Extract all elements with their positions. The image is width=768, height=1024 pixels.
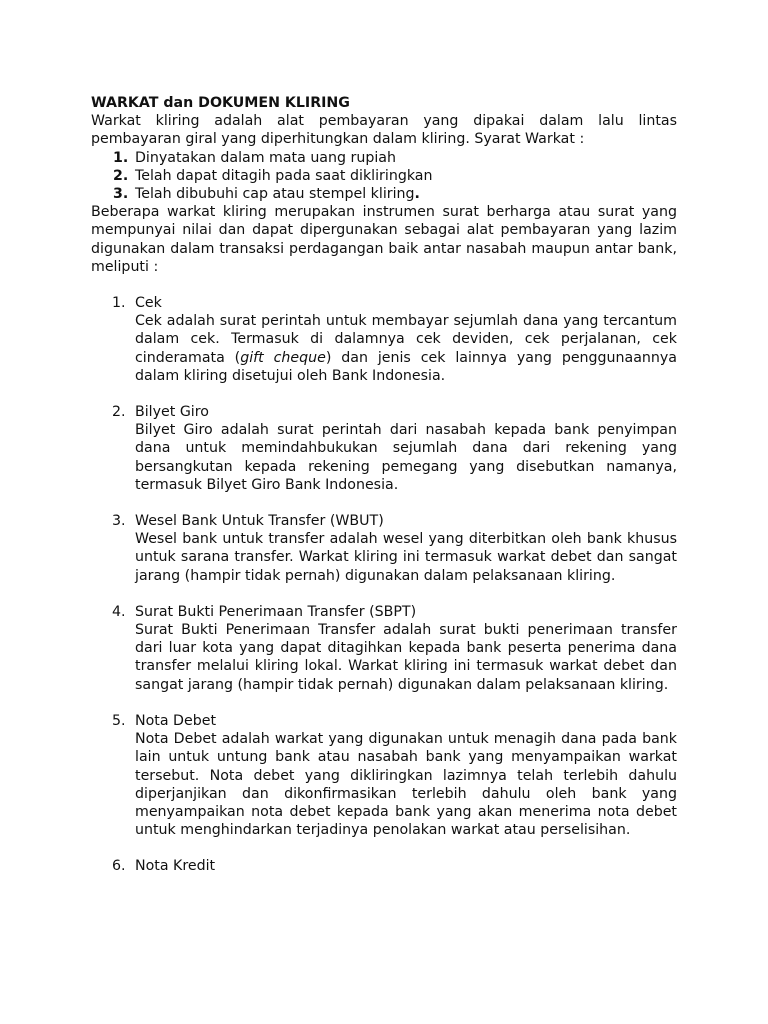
item-heading: Nota Debet (135, 712, 217, 729)
warkat-types-list (91, 294, 677, 875)
item-body: Bilyet Giro adalah surat perintah dari nasabah kepada bank penyimpan dana untuk memindahbukukan sejumlah dana dari rekening yang bersangkutan kepada rekening pemegang yang disebutkan namanya, termasuk Bilyet Giro Bank Indonesia. (135, 422, 677, 493)
item-number: 2. (112, 404, 126, 421)
syarat-number: 2. (113, 167, 129, 184)
syarat-item (91, 167, 677, 185)
document-title: WARKAT dan DOKUMEN KLIRING (91, 95, 350, 111)
item-heading: Surat Bukti Penerimaan Transfer (SBPT) (135, 603, 417, 620)
item-body: Wesel bank untuk transfer adalah wesel yang diterbitkan oleh bank khusus untuk sarana transfer. Warkat kliring ini termasuk warkat debet dan sangat jarang (hampir tidak pernah) digunakan dalam pelaksanaan kliring. (135, 531, 677, 584)
syarat-text: Telah dibubuhi cap atau stempel kliring (135, 186, 415, 203)
warkat-type-item (91, 603, 677, 694)
warkat-type-item (91, 512, 677, 585)
item-body: Surat Bukti Penerimaan Transfer adalah surat bukti penerimaan transfer dari luar kota yang dapat ditagihkan kepada bank peserta penerima dana transfer melalui kliring lokal. Warkat kliring ini termasuk warkat debet dan sangat jarang (hampir tidak pernah) digunakan dalam pelaksanaan kliring. (135, 622, 677, 693)
syarat-item (91, 149, 677, 167)
item-heading: Cek (135, 295, 162, 312)
warkat-type-item (91, 857, 677, 875)
intro-paragraph: Warkat kliring adalah alat pembayaran yang dipakai dalam lalu lintas pembayaran giral yang diperhitungkan dalam kliring. Syarat Warkat : (91, 113, 677, 148)
warkat-type-item (91, 294, 677, 385)
item-body (135, 312, 677, 385)
item-number: 1. (112, 295, 126, 312)
item-number: 3. (112, 513, 126, 530)
item-body: Nota Debet adalah warkat yang digunakan untuk menagih dana pada bank lain untuk untung bank atau nasabah bank yang menyampaikan warkat tersebut. Nota debet yang dikliringkan lazimnya telah terlebih dahulu diperjanjikan dan dikonfirmasikan terlebih dahulu oleh bank yang menyampaikan nota debet kepada bank yang akan menerima nota debet untuk menghindarkan terjadinya penolakan warkat atau perselisihan. (135, 731, 677, 839)
warkat-type-item (91, 712, 677, 839)
item-body-italic: gift cheque (240, 349, 326, 366)
item-heading: Nota Kredit (135, 858, 216, 875)
syarat-number: 1. (113, 149, 129, 166)
syarat-text: Dinyatakan dalam mata uang rupiah (135, 149, 396, 166)
item-number: 6. (112, 858, 126, 875)
syarat-item (91, 185, 677, 203)
item-number: 4. (112, 603, 126, 620)
syarat-list (91, 149, 677, 204)
item-heading: Wesel Bank Untuk Transfer (WBUT) (135, 513, 384, 530)
item-body-text: ) dan jenis cek lainnya yang penggunaannya dalam kliring disetujui oleh Bank Indonesia. (135, 349, 678, 384)
warkat-types-paragraph: Beberapa warkat kliring merupakan instrumen surat berharga atau surat yang mempunyai nilai dan dapat dipergunakan sebagai alat pembayaran yang lazim digunakan dalam transaksi perdagangan baik antar nasabah maupun antar bank, meliputi : (91, 204, 677, 275)
item-number: 5. (112, 712, 126, 729)
item-heading: Bilyet Giro (135, 404, 209, 421)
syarat-period: . (414, 186, 420, 203)
item-body-text: Cek adalah surat perintah untuk membayar sejumlah dana yang tercantum dalam cek. Termasuk di dalamnya cek deviden, cek perjalanan, cek cinderamata ( (135, 313, 677, 366)
syarat-number: 3. (113, 186, 129, 203)
syarat-text: Telah dapat ditagih pada saat dikliringkan (135, 167, 433, 184)
warkat-type-item (91, 403, 677, 494)
